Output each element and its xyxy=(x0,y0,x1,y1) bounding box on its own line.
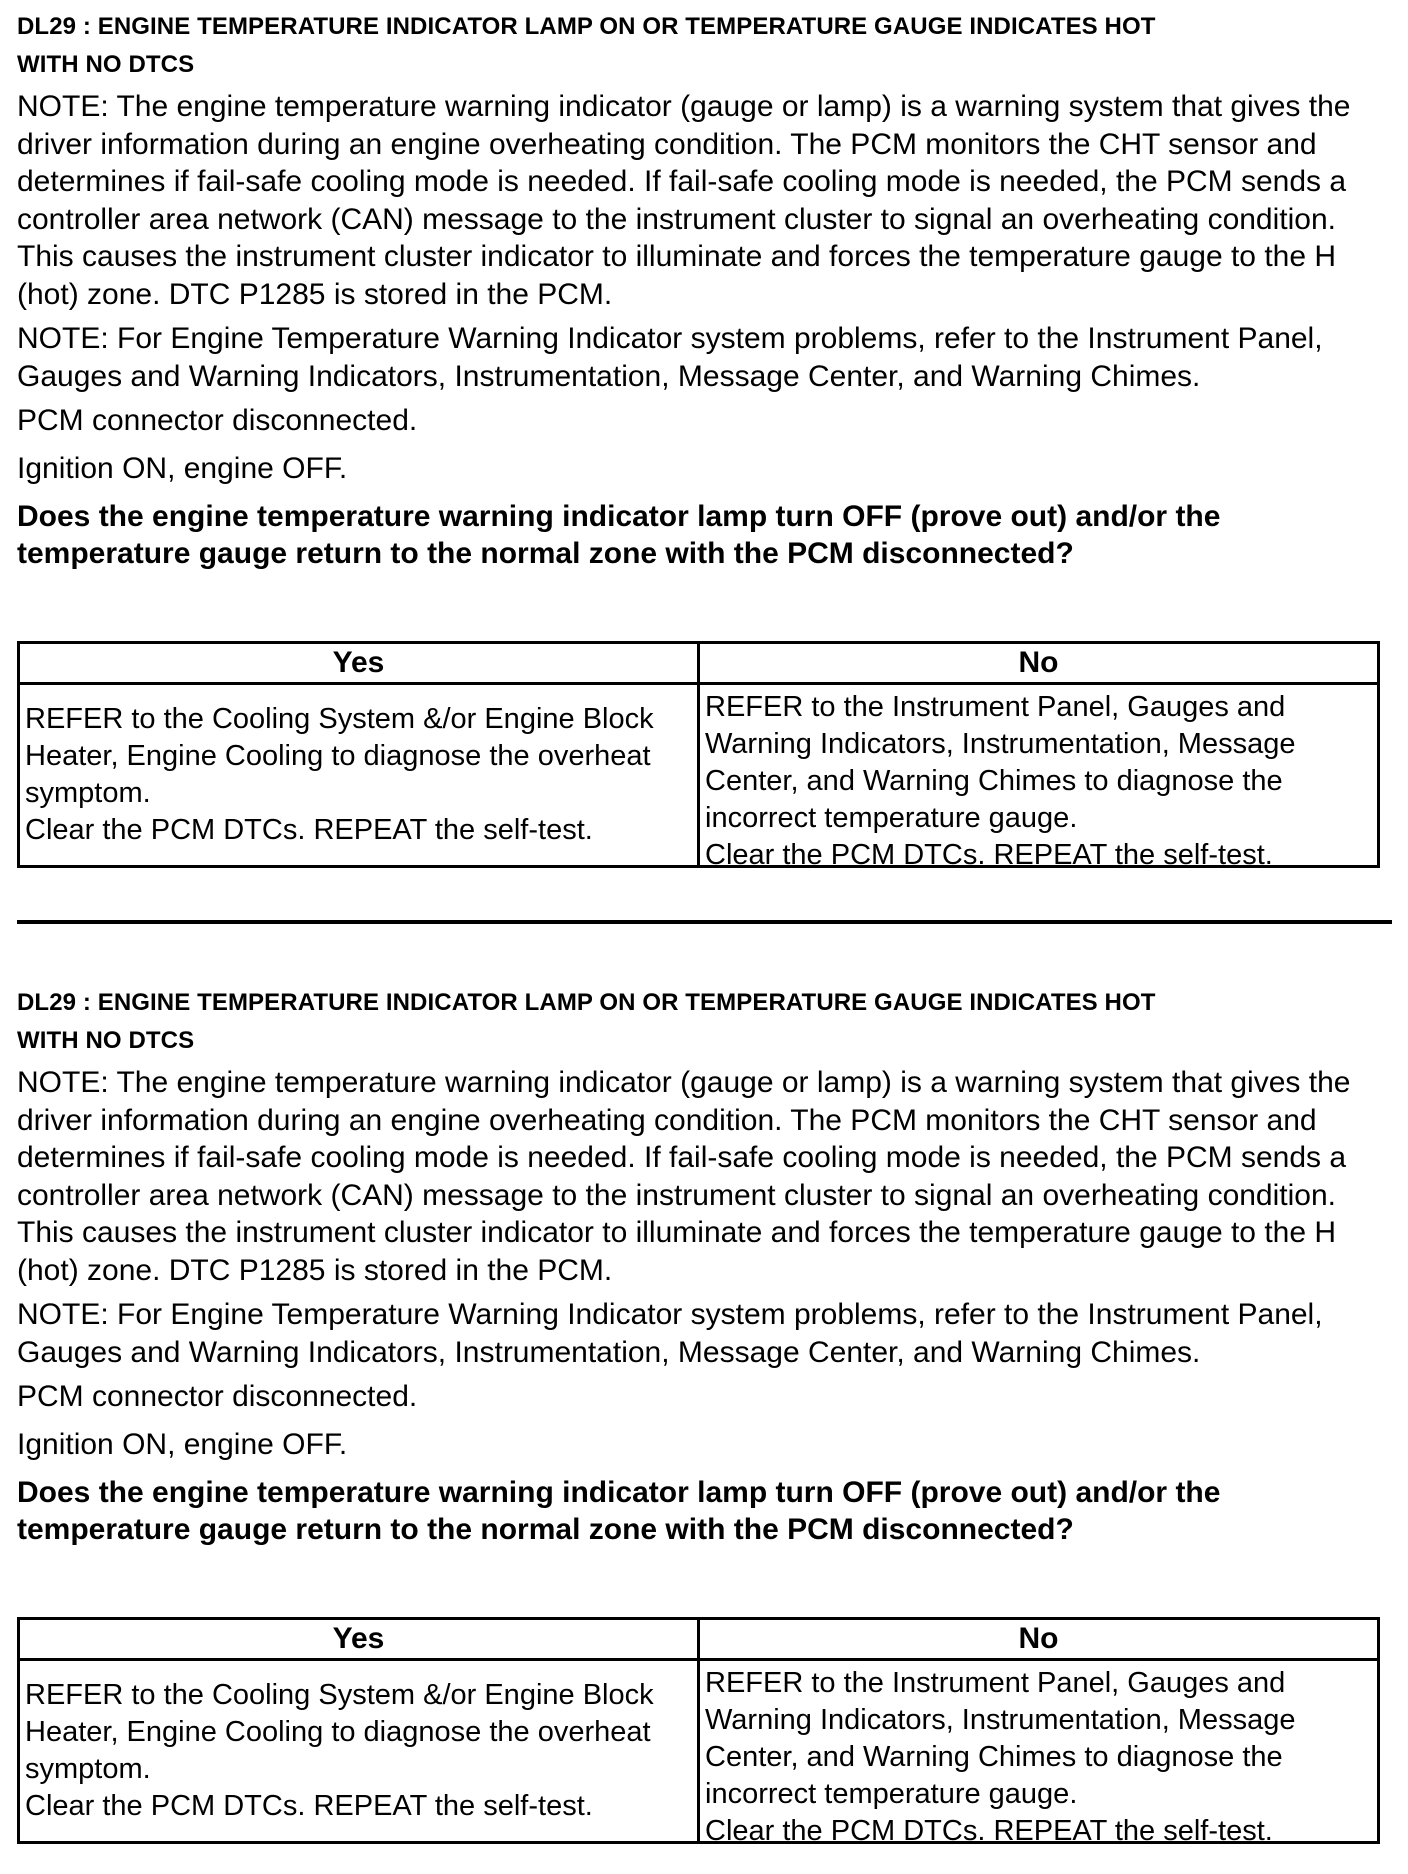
title-line-2: WITH NO DTCS xyxy=(17,1027,195,1054)
yes-action: Clear the PCM DTCs. REPEAT the self-test. xyxy=(25,814,593,846)
yes-cell xyxy=(20,685,700,865)
section-divider xyxy=(17,920,1392,924)
yes-no-table xyxy=(17,641,1380,871)
no-cell xyxy=(700,1661,1377,1847)
yes-header: Yes xyxy=(20,644,700,685)
note-paragraph: NOTE: The engine temperature warning indicator (gauge or lamp) is a warning system that gives the driver information during an engine overheating condition. The PCM monitors the CHT sensor and determines if fail-safe cooling mode is needed. If fail-safe cooling mode is needed, the PCM sends a controller area network (CAN) message to the instrument cluster to signal an overheating condition. This causes the instrument cluster indicator to illuminate and forces the temperature gauge to the H (hot) zone. DTC P1285 is stored in the PCM. xyxy=(17,1066,1351,1287)
no-action: Clear the PCM DTCs. REPEAT the self-test. xyxy=(705,1815,1273,1847)
procedure-section-2 xyxy=(17,984,1392,1847)
yes-action: Clear the PCM DTCs. REPEAT the self-test. xyxy=(25,1790,593,1822)
title-line-1: DL29 : ENGINE TEMPERATURE INDICATOR LAMP ON OR TEMPERATURE GAUGE INDICATES HOT xyxy=(17,13,1156,40)
step-condition: Ignition ON, engine OFF. xyxy=(17,452,348,485)
no-action: Clear the PCM DTCs. REPEAT the self-test. xyxy=(705,839,1273,871)
section-title xyxy=(17,984,1392,1060)
diagnostic-question: Does the engine temperature warning indicator lamp turn OFF (prove out) and/or the temperature gauge return to the normal zone with the PCM disconnected? xyxy=(17,1476,1221,1546)
yes-cell xyxy=(20,1661,700,1841)
no-header: No xyxy=(700,644,1377,685)
procedure-section-1 xyxy=(17,8,1392,871)
no-instruction: REFER to the Instrument Panel, Gauges and Warning Indicators, Instrumentation, Message Center, and Warning Chimes to diagnose the incorrect temperature gauge. xyxy=(705,1667,1296,1810)
note-paragraph-refer: NOTE: For Engine Temperature Warning Indicator system problems, refer to the Instrument Panel, Gauges and Warning Indicators, Instrumentation, Message Center, and Warning Chimes. xyxy=(17,322,1323,393)
note-paragraph: NOTE: The engine temperature warning indicator (gauge or lamp) is a warning system that gives the driver information during an engine overheating condition. The PCM monitors the CHT sensor and determines if fail-safe cooling mode is needed. If fail-safe cooling mode is needed, the PCM sends a controller area network (CAN) message to the instrument cluster to signal an overheating condition. This causes the instrument cluster indicator to illuminate and forces the temperature gauge to the H (hot) zone. DTC P1285 is stored in the PCM. xyxy=(17,90,1351,311)
note-paragraph-refer: NOTE: For Engine Temperature Warning Indicator system problems, refer to the Instrument Panel, Gauges and Warning Indicators, Instrumentation, Message Center, and Warning Chimes. xyxy=(17,1298,1323,1369)
no-instruction: REFER to the Instrument Panel, Gauges and Warning Indicators, Instrumentation, Message Center, and Warning Chimes to diagnose the incorrect temperature gauge. xyxy=(705,691,1296,834)
section-title xyxy=(17,8,1392,84)
diagnostic-question: Does the engine temperature warning indicator lamp turn OFF (prove out) and/or the temperature gauge return to the normal zone with the PCM disconnected? xyxy=(17,500,1221,570)
step-condition: PCM connector disconnected. xyxy=(17,404,418,437)
no-cell xyxy=(700,685,1377,871)
step-condition: PCM connector disconnected. xyxy=(17,1380,418,1413)
yes-instruction: REFER to the Cooling System &/or Engine Block Heater, Engine Cooling to diagnose the overheat symptom. xyxy=(25,1679,654,1785)
title-line-1: DL29 : ENGINE TEMPERATURE INDICATOR LAMP ON OR TEMPERATURE GAUGE INDICATES HOT xyxy=(17,989,1156,1016)
title-line-2: WITH NO DTCS xyxy=(17,51,195,78)
yes-no-table xyxy=(17,1617,1380,1847)
yes-header: Yes xyxy=(20,1620,700,1661)
step-condition: Ignition ON, engine OFF. xyxy=(17,1428,348,1461)
yes-instruction: REFER to the Cooling System &/or Engine Block Heater, Engine Cooling to diagnose the overheat symptom. xyxy=(25,703,654,809)
no-header: No xyxy=(700,1620,1377,1661)
